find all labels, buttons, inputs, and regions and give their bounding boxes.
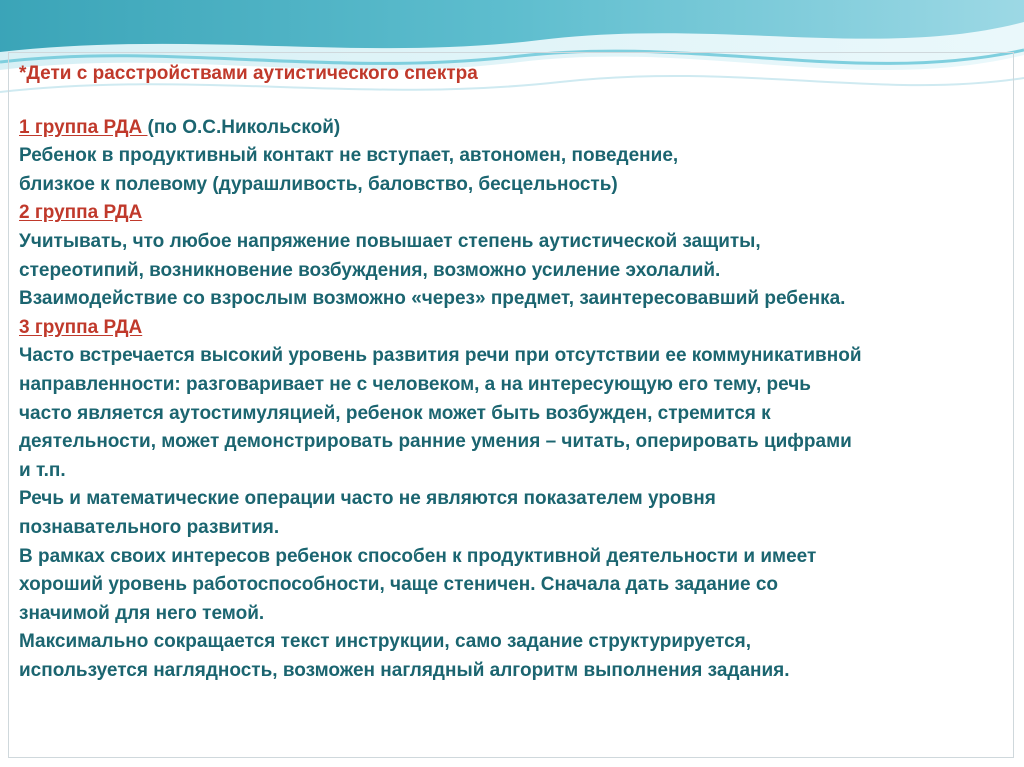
group3-line: направленности: разговаривает не с человеком, а на интересующую его тему, речь <box>19 373 811 395</box>
group2-line: стереотипий, возникновение возбуждения, возможно усиление эхолалий. <box>19 259 721 281</box>
group3-line: Максимально сокращается текст инструкции, само задание структурируется, <box>19 631 752 653</box>
group1-heading: 1 группа РДА <box>19 116 148 138</box>
group3-line: значимой для него темой. <box>19 602 265 624</box>
group2-heading: 2 группа РДА <box>19 202 143 224</box>
group3-line: деятельности, может демонстрировать ранние умения – читать, оперировать цифрами <box>19 431 852 453</box>
group3-line: Речь и математические операции часто не являются показателем уровня <box>19 488 716 510</box>
group3-line: Часто встречается высокий уровень развития речи при отсутствии ее коммуникативной <box>19 345 862 367</box>
group3-heading: 3 группа РДА <box>19 316 143 338</box>
slide-title: *Дети с расстройствами аутистического спектра <box>19 63 478 84</box>
group2-line: Учитывать, что любое напряжение повышает степень аутистической защиты, <box>19 230 761 252</box>
group1-line: близкое к полевому (дурашливость, баловство, бесцельность) <box>19 173 618 195</box>
group1-heading-line <box>19 114 1019 143</box>
group2-line: Взаимодействие со взрослым возможно «через» предмет, заинтересовавший ребенка. <box>19 288 846 310</box>
group3-line: используется наглядность, возможен наглядный алгоритм выполнения задания. <box>19 659 790 681</box>
group3-line: часто является аутостимуляцией, ребенок может быть возбужден, стремится к <box>19 402 771 424</box>
group3-line: и т.п. <box>19 459 66 481</box>
group3-line: хороший уровень работоспособности, чаще стеничен. Сначала дать задание со <box>19 574 779 596</box>
group3-line: познавательного развития. <box>19 516 280 538</box>
group1-line: Ребенок в продуктивный контакт не вступает, автономен, поведение, <box>19 145 679 167</box>
slide-content <box>19 60 1019 685</box>
group3-line: В рамках своих интересов ребенок способен к продуктивной деятельности и имеет <box>19 545 817 567</box>
group1-source: (по О.С.Никольской) <box>147 116 341 138</box>
